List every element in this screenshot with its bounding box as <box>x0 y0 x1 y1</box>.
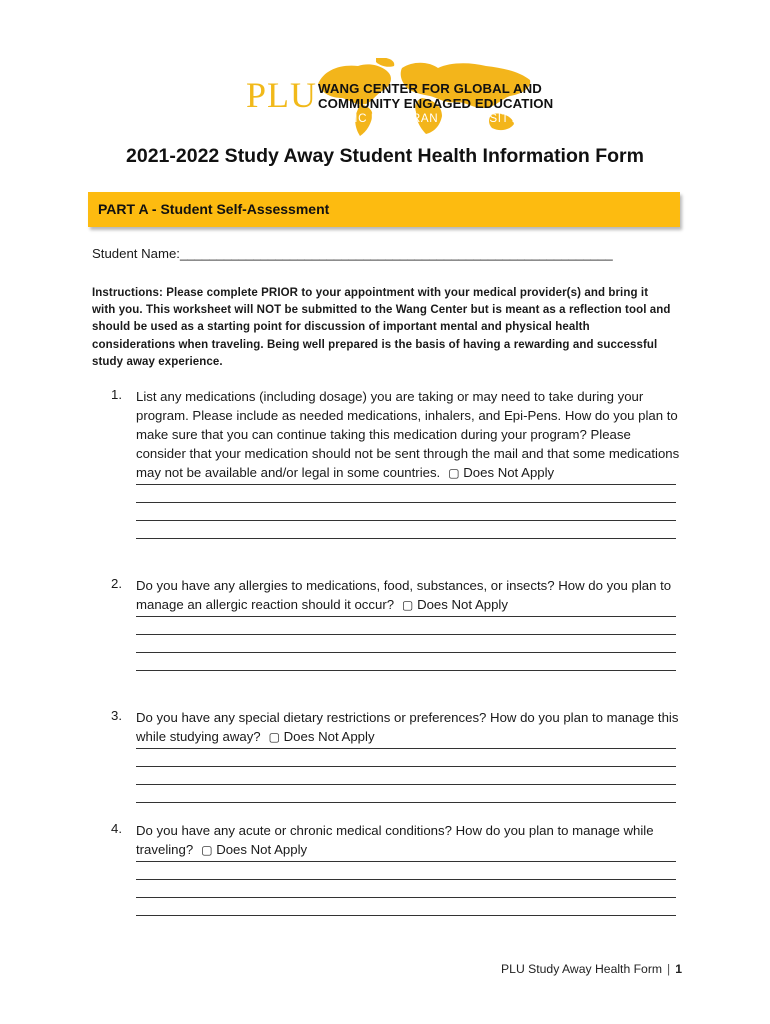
question-1-number: 1. <box>111 387 122 402</box>
does-not-apply-label: Does Not Apply <box>463 465 555 480</box>
footer-text: PLU Study Away Health Form <box>501 962 663 976</box>
logo-line-3: PACIFIC LUTHERAN UNIVERSITY <box>318 112 518 125</box>
answer-line[interactable] <box>136 634 676 635</box>
does-not-apply-checkbox[interactable]: ▢ <box>201 843 213 857</box>
answer-line[interactable] <box>136 484 676 485</box>
question-2 <box>136 576 684 615</box>
question-3-number: 3. <box>111 708 122 723</box>
question-3 <box>136 708 684 747</box>
answer-line[interactable] <box>136 616 676 617</box>
question-4-text: Do you have any acute or chronic medical conditions? How do you plan to manage while traveling? <box>136 823 654 857</box>
answer-line[interactable] <box>136 748 676 749</box>
does-not-apply-label: Does Not Apply <box>216 842 308 857</box>
answer-line[interactable] <box>136 502 676 503</box>
does-not-apply-label: Does Not Apply <box>417 597 508 612</box>
logo-line-1: WANG CENTER FOR GLOBAL AND <box>318 81 542 96</box>
does-not-apply-checkbox[interactable]: ▢ <box>448 466 460 480</box>
question-3-text: Do you have any special dietary restrictions or preferences? How do you plan to manage this while studying away? <box>136 710 679 744</box>
page-footer <box>501 962 682 976</box>
answer-line[interactable] <box>136 802 676 803</box>
footer-separator: | <box>667 962 671 976</box>
answer-line[interactable] <box>136 897 676 898</box>
question-1 <box>136 387 684 483</box>
does-not-apply-label: Does Not Apply <box>283 729 375 744</box>
logo-line-2: COMMUNITY ENGAGED EDUCATION <box>318 96 554 111</box>
answer-line[interactable] <box>136 652 676 653</box>
page-number: 1 <box>675 962 682 976</box>
part-a-label: PART A - Student Self-Assessment <box>98 201 330 217</box>
question-2-number: 2. <box>111 576 122 591</box>
wang-center-logo <box>246 56 554 136</box>
page-title: 2021-2022 Study Away Student Health Information Form <box>126 145 644 167</box>
answer-line[interactable] <box>136 784 676 785</box>
answer-line[interactable] <box>136 670 676 671</box>
answer-line[interactable] <box>136 766 676 767</box>
question-4-number: 4. <box>111 821 122 836</box>
part-a-header <box>88 192 680 227</box>
answer-line[interactable] <box>136 879 676 880</box>
question-2-text: Do you have any allergies to medications, food, substances, or insects? How do you plan to manage an allergic reaction should it occur? <box>136 578 672 612</box>
student-name-field[interactable]: Student Name:___________________________________________________________ <box>92 246 613 261</box>
answer-line[interactable] <box>136 861 676 862</box>
question-4 <box>136 821 684 860</box>
instructions: Instructions: Please complete PRIOR to your appointment with your medical provider(s) and bring it with you. This worksheet will NOT be submitted to the Wang Center but is meant as a reflection tool and should be used as a starting point for discussion of important mental and physical health considerations when traveling. Being well prepared is the basis of having a rewarding and successful study away experience. <box>92 287 671 368</box>
answer-line[interactable] <box>136 915 676 916</box>
answer-line[interactable] <box>136 538 676 539</box>
answer-line[interactable] <box>136 520 676 521</box>
does-not-apply-checkbox[interactable]: ▢ <box>402 598 414 612</box>
plu-wordmark: PLU <box>246 75 318 115</box>
question-1-text: List any medications (including dosage) you are taking or may need to take during your program. Please include as needed medications, inhalers, and Epi-Pens. How do you plan to make sure that you can continue taking this medication during your program? Please consider that your medication should not be sent through the mail and that some medications may not be available and/or legal in some countries. <box>136 389 680 480</box>
does-not-apply-checkbox[interactable]: ▢ <box>268 730 280 744</box>
